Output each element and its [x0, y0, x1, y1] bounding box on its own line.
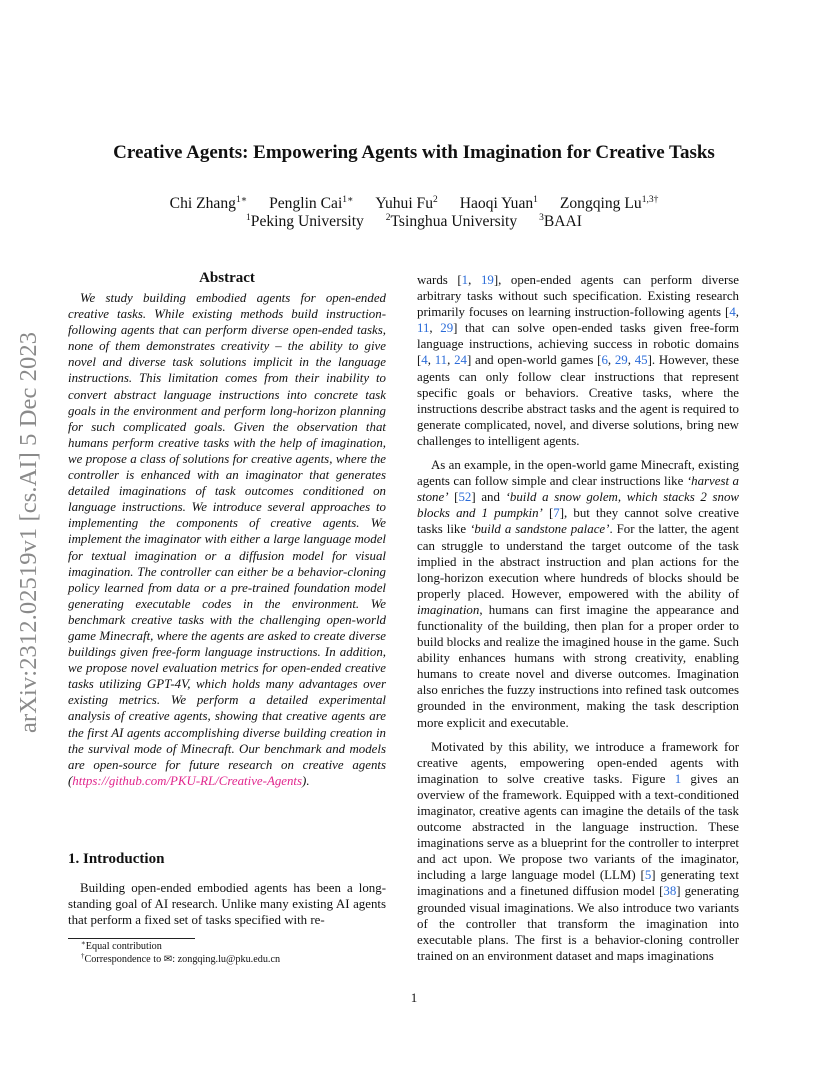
paragraph: Motivated by this ability, we introduce a framework for creative agents, empowering open-ended agents with imagination to solve creative tasks. Figure 1 gives an overview of the framework. Equipped with a text-conditioned imaginator, creative agents can imagine the details of the task outcome abstracted in the language instruction. These imaginations serve as a blueprint for the controller to interpret and act upon. We propose two variants of the imaginator, including a large language model (LLM) [5] generating text imaginations and a finetuned diffusion model [38] generating grounded visual imaginations. We also introduce two variants of the controller that transform the imagination into executable plans. The first is a behavior-cloning controller trained on an environment dataset and maps imaginations — [417, 739, 739, 963]
paragraph: As an example, in the open-world game Minecraft, existing agents can follow simple and clear instructions like ‘harvest a stone’ [52] and ‘build a snow golem, which stacks 2 snow blocks and 1 pumpkin’ [7], but they cannot solve creative tasks like ‘build a sandstone palace’. For the latter, the agent can struggle to understand the target outcome of the task implied in the abstract instruction and plan actions for the long-horizon execution where hundreds of blocks should be properly placed. However, empowered with the ability of imagination, humans can first imagine the appearance and functionality of the building, then plan for a proper order to build blocks and realize the imagined house in the game. Such ability enhances humans with strong creativity, enabling humans to create novel and diverse outcomes. Imagination also enriches the fuzzy instructions into refined task outcomes grounded in the environment, making the task description more explicit and executable. — [417, 458, 740, 730]
citation-link[interactable]: 1 — [461, 273, 469, 287]
citation-link[interactable]: 24 — [454, 353, 467, 368]
arxiv-stamp: arXiv:2312.02519v1 [cs.AI] 5 Dec 2023 — [15, 331, 42, 733]
citation-link[interactable]: 5 — [644, 868, 652, 883]
citation-link[interactable]: 29 — [614, 353, 628, 368]
author: Chi Zhang$^{1∗}$ — [169, 195, 248, 212]
author: Yuhui Fu$^2$ — [375, 195, 438, 212]
citation-link[interactable]: 7 — [553, 506, 560, 521]
affiliation: $^1$Peking University — [246, 213, 364, 230]
citation-link[interactable]: 11 — [417, 321, 430, 336]
affiliation: $^3$BAAI — [539, 213, 582, 230]
page-number: 1 — [410, 990, 418, 1005]
citation-link[interactable]: 38 — [663, 884, 677, 899]
citation-link[interactable]: 4 — [421, 353, 428, 368]
author: Zongqing $Lu^{1,3\dagger}$ — [559, 195, 659, 212]
author: Penglin Cai$^{1∗}$ — [269, 195, 354, 212]
footnote-equal-contribution: ∗Equal contribution — [81, 939, 162, 952]
footnotes — [68, 938, 386, 966]
citation-link[interactable]: 6 — [601, 353, 608, 368]
author-list — [60, 195, 768, 213]
figure-link[interactable]: 1 — [674, 771, 682, 786]
citation-link[interactable]: 11 — [434, 353, 448, 368]
right-column — [417, 272, 739, 972]
github-link[interactable]: https://github.com/PKU-RL/Creative-Agents — [72, 773, 303, 788]
citation-link[interactable]: 29 — [440, 321, 454, 336]
affiliation: $^2$Tsinghua University — [385, 213, 518, 230]
footnote-correspondence: †Correspondence to ✉: zongqing.lu@pku.edu.cn — [81, 952, 281, 965]
author: Haoqi Yuan$^1$ — [459, 195, 538, 212]
section-heading-introduction: 1. Introduction — [68, 851, 165, 867]
intro-paragraph: Building open-ended embodied agents has been a long-standing goal of AI research. Unlike many existing AI agents that perform a fixed set of tasks specified with re- — [68, 881, 386, 928]
affiliation-list — [60, 213, 768, 231]
abstract-body: We study building embodied agents for open-ended creative tasks. While existing methods build instruction-following agents that can perform diverse open-ended tasks, none of them demonstrates creativity – the ability to give novel and diverse task solutions implicit in the language instructions. This limitation comes from their inability to convert abstract language instructions into concrete task goals in the environment and perform long-horizon planning for such complicated goals. Given the observation that humans perform creative tasks with the help of imagination, we propose a class of solutions for creative agents, where the controller is enhanced with an imaginator that generates detailed imaginations of task outcomes conditioned on language instructions. We introduce several approaches to implementing the components of creative agents. We implement the imaginator with either a large language model for textual imagination or a diffusion model for visual imagination. The controller can either be a behavior-cloning policy learned from data or a pre-trained foundation model generating executable codes in the environment. We benchmark creative tasks with the challenging open-world game Minecraft, where the agents are asked to create diverse buildings given free-form language instructions. In addition, we propose novel evaluation metrics for open-ended creative tasks utilizing GPT-4V, which holds many advantages over existing metrics. We perform a detailed experimental analysis of creative agents, showing that creative agents are the first AI agents accomplishing diverse building creation in the survival mode of Minecraft. Our benchmark and models are open-source for future research on creative agents (https://github.com/PKU-RL/Creative-Agents). — [68, 291, 386, 788]
paper-title: Creative Agents: Empowering Agents with Imagination for Creative Tasks — [113, 142, 715, 163]
abstract-heading: Abstract — [199, 270, 255, 286]
citation-link[interactable]: 52 — [458, 490, 472, 505]
citation-link[interactable]: 45 — [634, 353, 648, 368]
citation-link[interactable]: 19 — [480, 273, 494, 287]
paragraph: wards [1, 19], open-ended agents can perform diverse arbitrary tasks without such specification. Existing research primarily focuses on learning instruction-following agents [4, 11, 29] that can solve open-ended tasks given free-form language instructions, achieving success in robotic domains [4, 11, 24] and open-world games [6, 29, 45]. However, these agents can only follow clear instructions that represent specific goals or behaviors. Creative tasks, where the instructions describe abstract tasks and the agent is required to generate complicated, novel, and diverse solutions, bring new challenges to intelligent agents. — [417, 273, 739, 448]
citation-link[interactable]: 4 — [729, 305, 736, 320]
